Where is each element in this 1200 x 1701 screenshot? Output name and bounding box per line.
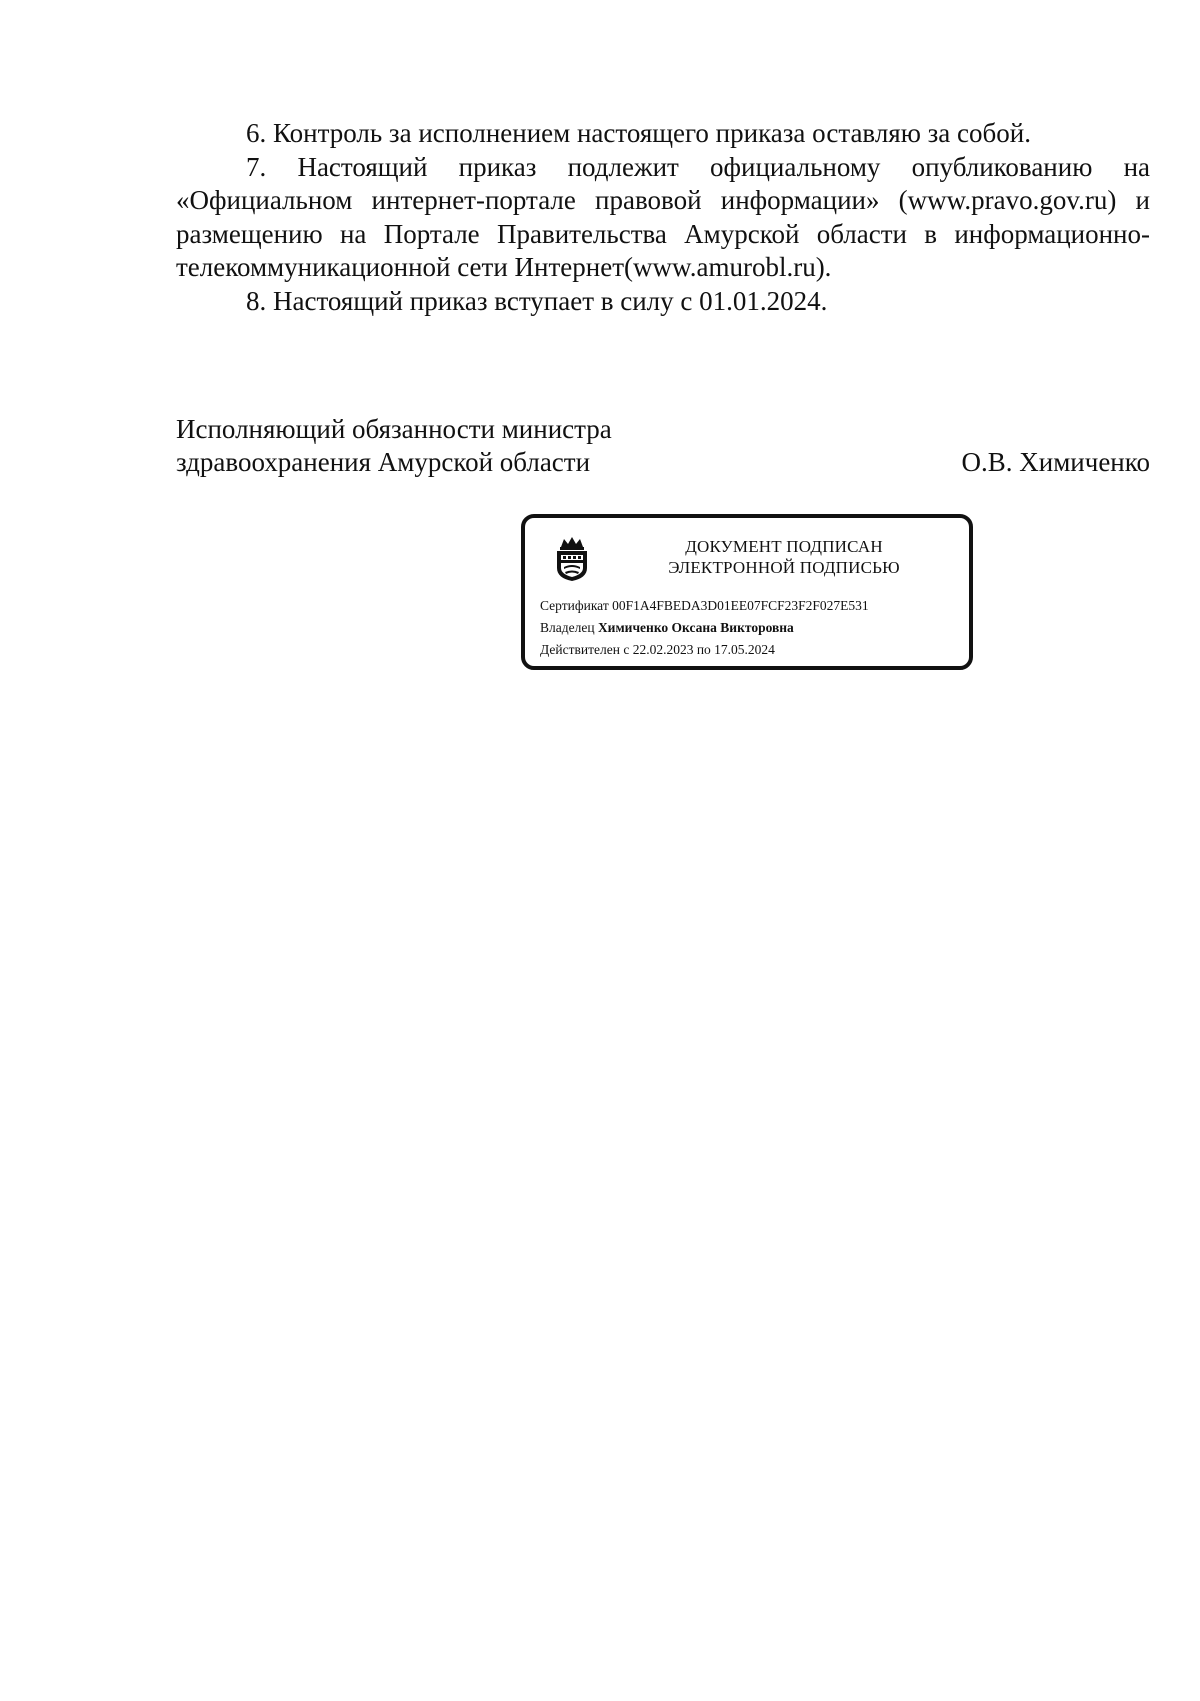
signatory-role-line-2: здравоохранения Амурской области	[176, 447, 591, 477]
coat-of-arms-icon	[552, 534, 592, 582]
paragraph-6: 6. Контроль за исполнением настоящего приказа оставляю за собой.	[246, 118, 1031, 148]
signature-block	[176, 413, 1150, 479]
valid-label: Действителен	[540, 642, 620, 657]
stamp-title-line-2: ЭЛЕКТРОННОЙ ПОДПИСЬЮ	[668, 558, 900, 577]
paragraph-8: 8. Настоящий приказ вступает в силу с 01.01.2024.	[246, 285, 828, 316]
certificate-label: Сертификат	[540, 598, 609, 613]
document-body	[176, 117, 1150, 318]
electronic-signature-stamp	[521, 514, 973, 670]
valid-from-prefix: с	[623, 642, 630, 657]
stamp-title-line-1: ДОКУМЕНТ ПОДПИСАН	[685, 537, 883, 556]
owner-label: Владелец	[540, 620, 595, 635]
signatory-role-line-1: Исполняющий обязанности министра	[176, 414, 612, 444]
stamp-title	[605, 536, 963, 578]
valid-to-prefix: по	[696, 642, 711, 657]
valid-to-date: 17.05.2024	[714, 642, 775, 657]
stamp-owner-row	[540, 620, 794, 636]
stamp-certificate-row	[540, 598, 869, 614]
stamp-validity-row	[540, 642, 775, 658]
certificate-value: 00F1A4FBEDA3D01EE07FCF23F2F027E531	[612, 598, 869, 613]
signatory-name: О.В. Химиченко	[961, 447, 1150, 477]
owner-value: Химиченко Оксана Викторовна	[597, 620, 794, 635]
valid-from-date: 22.02.2023	[632, 642, 694, 657]
paragraph-7: 7. Настоящий приказ подлежит официальному опубликованию на «Официальном интернет-портале правовой информации» (www.pravo.gov.ru) и размещению на Портале Правительства Амурской области в информационно-телекоммуникационной сети Интернет(www.amurobl.ru).	[176, 151, 1150, 282]
